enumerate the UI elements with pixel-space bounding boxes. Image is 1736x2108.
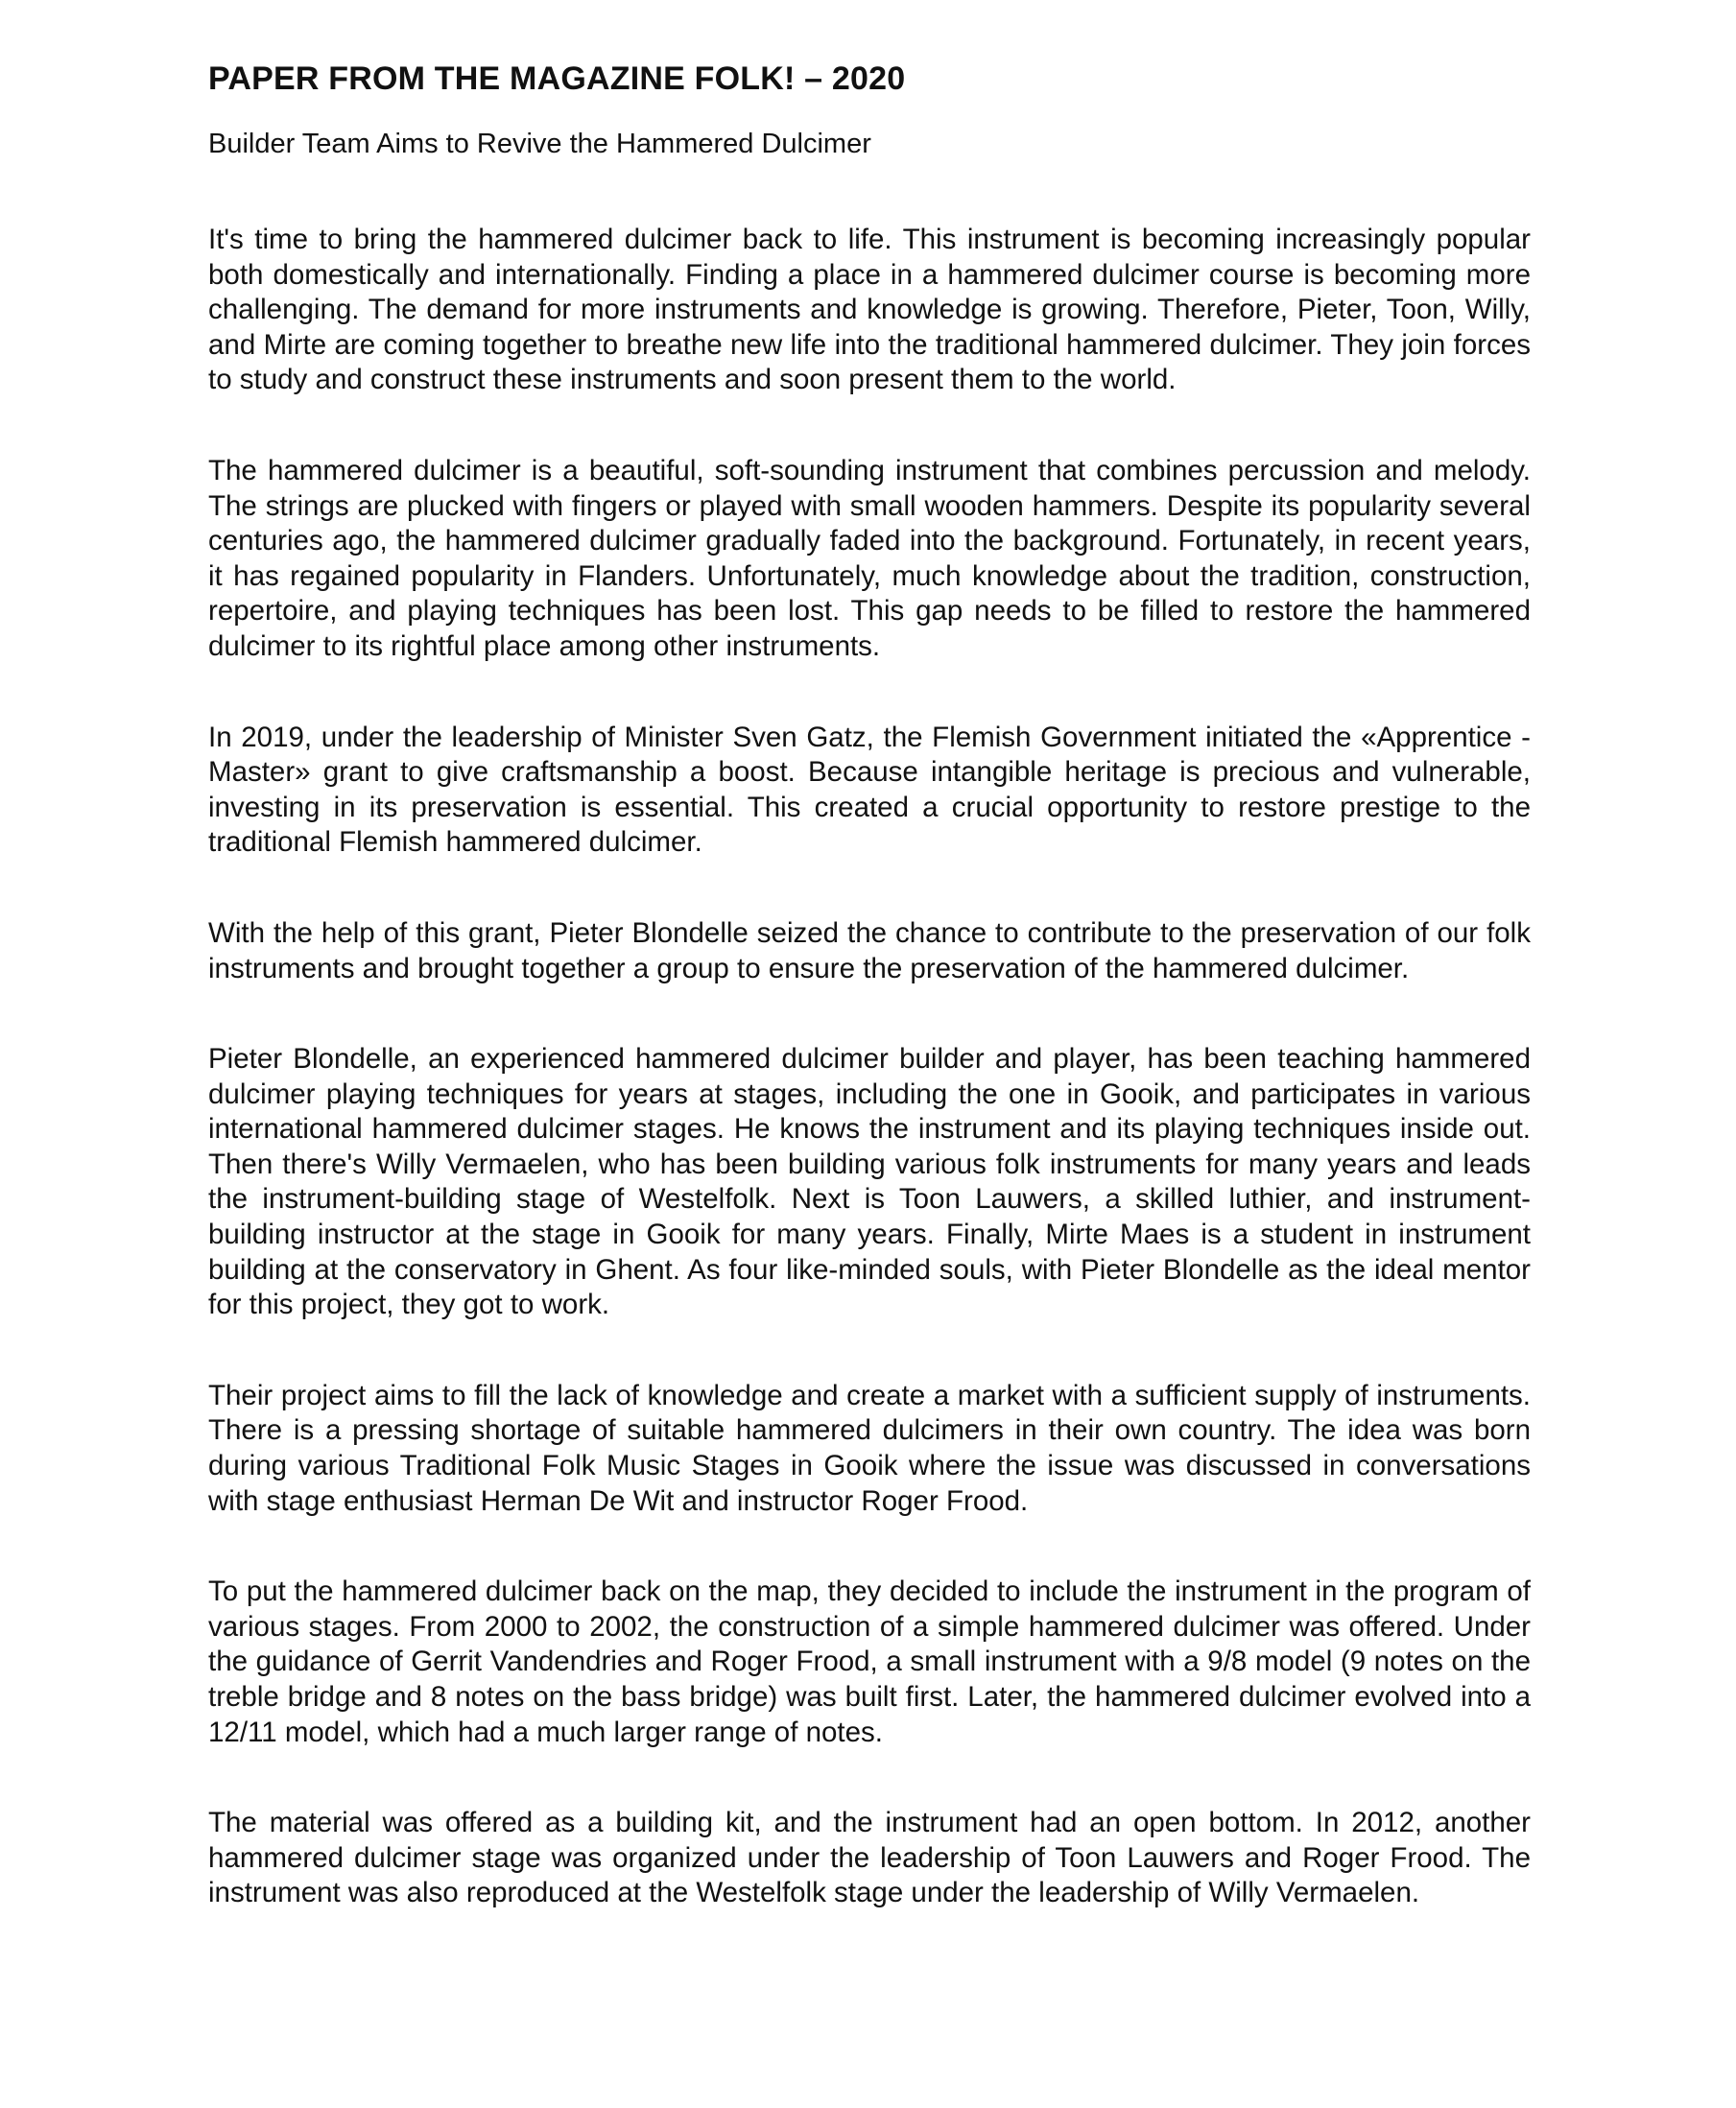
article-subtitle: Builder Team Aims to Revive the Hammered Dulcimer: [208, 129, 871, 159]
article-paragraph-8: The material was offered as a building kit, and the instrument had an open bottom. In 2012, another hammered dulcimer stage was organized under the leadership of Toon Lauwers and Roger Frood. The instrument was also reproduced at the Westelfolk stage under the leadership of Willy Vermaelen.: [208, 1807, 1531, 1909]
article-paragraph-3: In 2019, under the leadership of Minister Sven Gatz, the Flemish Government initiated the «Apprentice - Master» grant to give craftsmanship a boost. Because intangible heritage is precious and vulnerable, investing in its preservation is essential. This created a crucial opportunity to restore prestige to the traditional Flemish hammered dulcimer.: [208, 721, 1531, 859]
article-paragraph-4: With the help of this grant, Pieter Blondelle seized the chance to contribute to the preservation of our folk instruments and brought together a group to ensure the preservation of the hammered dulcimer.: [208, 916, 1531, 984]
article-paragraph-2: The hammered dulcimer is a beautiful, soft-sounding instrument that combines percussion and melody. The strings are plucked with fingers or played with small wooden hammers. Despite its popularity several centuries ago, the hammered dulcimer gradually faded into the background. Fortunately, in recent years, it has regained popularity in Flanders. Unfortunately, much knowledge about the tradition, construction, repertoire, and playing techniques has been lost. This gap needs to be filled to restore the hammered dulcimer to its rightful place among other instruments.: [208, 454, 1531, 662]
article-paragraph-7: To put the hammered dulcimer back on the map, they decided to include the instrument in the program of various stages. From 2000 to 2002, the construction of a simple hammered dulcimer was offered. Under the guidance of Gerrit Vandendries and Roger Frood, a small instrument with a 9/8 model (9 notes on the treble bridge and 8 notes on the bass bridge) was built first. Later, the hammered dulcimer evolved into a 12/11 model, which had a much larger range of notes.: [208, 1575, 1531, 1748]
article-paragraph-6: Their project aims to fill the lack of knowledge and create a market with a sufficient supply of instruments. There is a pressing shortage of suitable hammered dulcimers in their own country. The idea was born during various Traditional Folk Music Stages in Gooik where the issue was discussed in conversations with stage enthusiast Herman De Wit and instructor Roger Frood.: [208, 1379, 1531, 1517]
document-heading: PAPER FROM THE MAGAZINE FOLK! – 2020: [208, 60, 906, 97]
article-paragraph-1: It's time to bring the hammered dulcimer back to life. This instrument is becoming increasingly popular both domestically and internationally. Finding a place in a hammered dulcimer course is becoming more challenging. The demand for more instruments and knowledge is growing. Therefore, Pieter, Toon, Willy, and Mirte are coming together to breathe new life into the traditional hammered dulcimer. They join forces to study and construct these instruments and soon present them to the world.: [208, 224, 1531, 396]
article-body: [208, 223, 1531, 1911]
document-page: [208, 58, 1531, 1911]
article-paragraph-5: Pieter Blondelle, an experienced hammered dulcimer builder and player, has been teaching hammered dulcimer playing techniques for years at stages, including the one in Gooik, and participates in various international hammered dulcimer stages. He knows the instrument and its playing techniques inside out. Then there's Willy Vermaelen, who has been building various folk instruments for many years and leads the instrument-building stage of Westelfolk. Next is Toon Lauwers, a skilled luthier, and instrument-building instructor at the stage in Gooik for many years. Finally, Mirte Maes is a student in instrument building at the conservatory in Ghent. As four like-minded souls, with Pieter Blondelle as the ideal mentor for this project, they got to work.: [208, 1043, 1531, 1321]
